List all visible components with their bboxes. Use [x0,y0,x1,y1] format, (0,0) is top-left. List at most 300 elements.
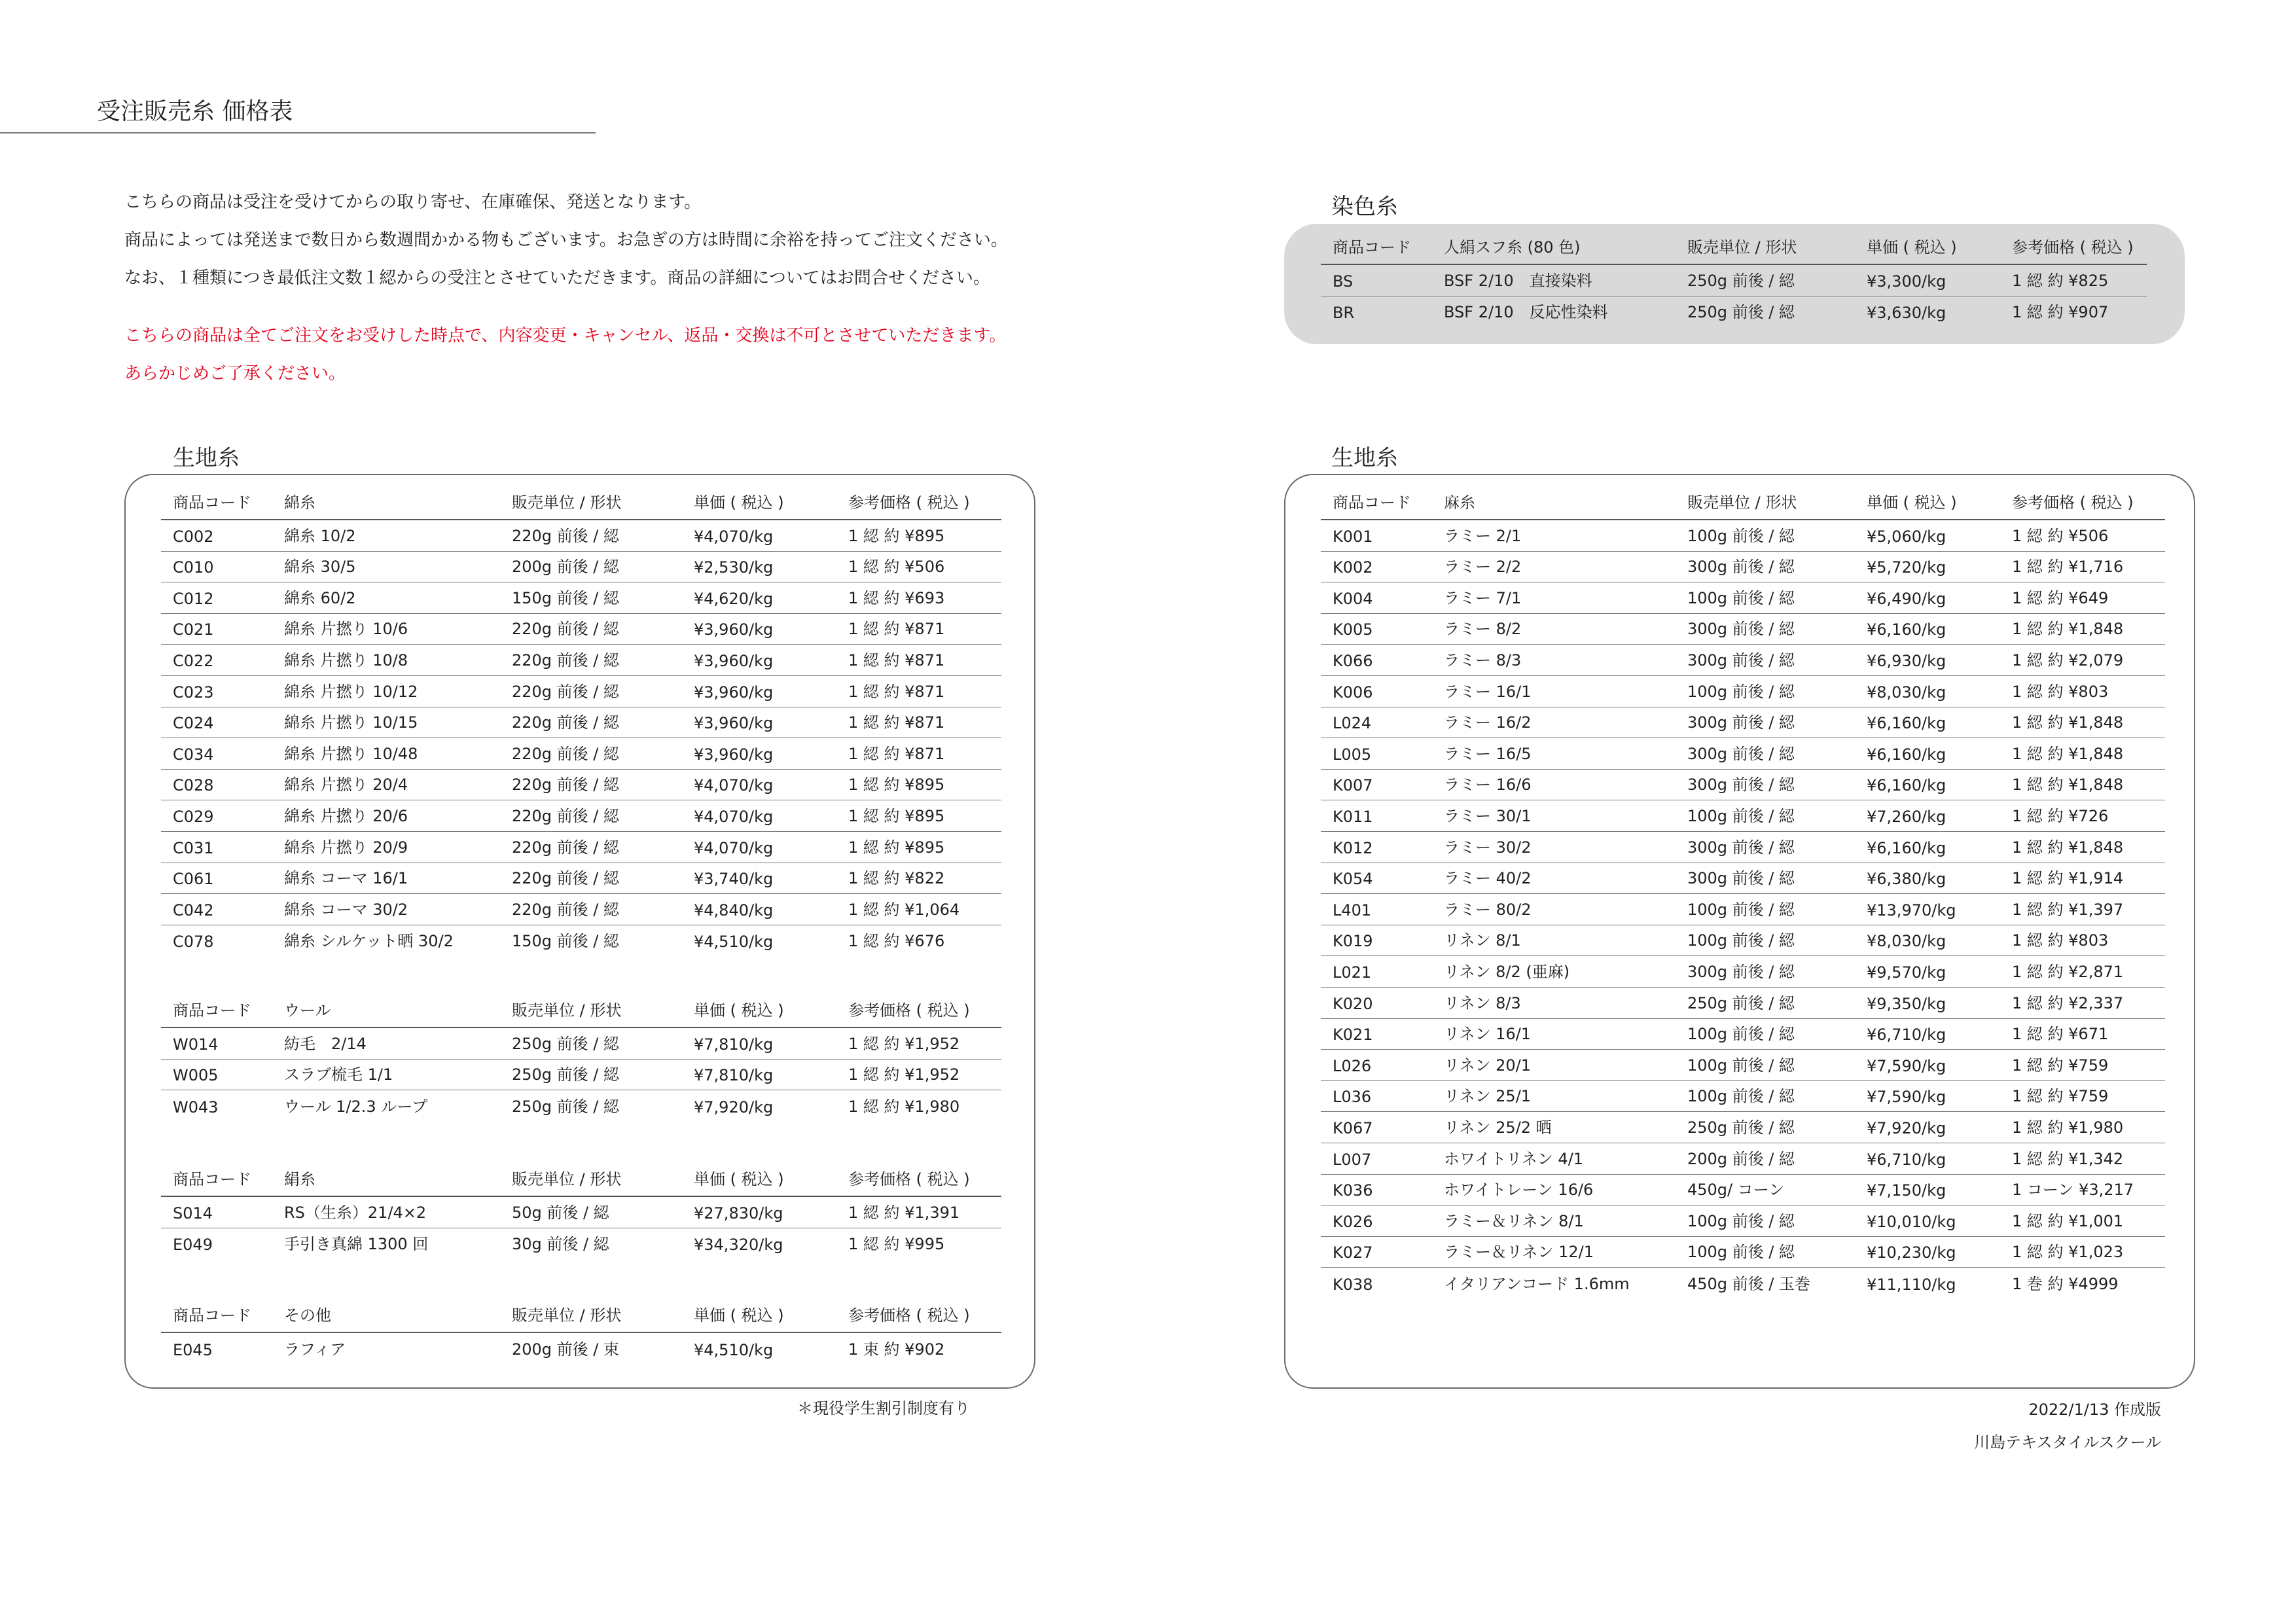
table-cell: ¥6,930/kg [1867,652,1946,670]
table-cell: ¥4,070/kg [694,776,774,795]
table-row [161,770,1001,800]
table-cell: 1 綛 約 ¥1,914 [2012,869,2124,888]
table-row [161,1198,1001,1228]
table-cell: C010 [173,558,214,577]
table-cell: ¥5,060/kg [1867,527,1946,546]
table-cell: リネン 25/2 晒 [1444,1118,1552,1137]
table-cell: 150g 前後 / 綛 [512,588,620,607]
table-cell: 300g 前後 / 綛 [1687,838,1795,857]
warning-line: こちらの商品は全てご注文をお受けした時点で、内容変更・キャンセル、返品・交換は不可とさせていただきます。 [124,326,1007,346]
table-cell: W043 [173,1097,219,1116]
column-header: 絹糸 [284,1170,315,1188]
title-underline [0,132,596,134]
table-cell: K026 [1333,1212,1373,1231]
table-cell: 1 綛 約 ¥1,397 [2012,900,2124,919]
table-cell: L024 [1333,714,1372,733]
table-cell: 1 綛 約 ¥803 [2012,931,2109,950]
table-row [161,1060,1001,1090]
column-header: 販売単位 / 形状 [1687,238,1797,257]
table-cell: ¥3,960/kg [694,683,774,702]
column-header: 参考価格 ( 税込 ) [2012,238,2134,257]
table-cell: 綿糸 10/2 [284,526,356,545]
table-cell: 綿糸 片撚り 20/6 [284,807,408,825]
table-cell: 1 綛 約 ¥871 [848,744,945,763]
table-cell: ¥4,620/kg [694,589,774,608]
table-cell: BSF 2/10 直接染料 [1444,271,1592,290]
table-row [161,677,1001,707]
table-row [161,863,1001,894]
column-header: 参考価格 ( 税込 ) [848,1170,970,1188]
table-cell: 1 綛 約 ¥671 [2012,1025,2109,1044]
table-row [161,895,1001,925]
table-cell: 1 綛 約 ¥871 [848,620,945,639]
table-row [1321,1175,2165,1205]
dyed-section-label: 染色糸 [1331,194,1398,220]
table-row [1321,1050,2165,1081]
table-cell: 綿糸 片撚り 10/12 [284,682,418,701]
table-row [161,521,1001,552]
table-row [1321,707,2165,738]
table-cell: 100g 前後 / 綛 [1687,1243,1795,1262]
column-header: 販売単位 / 形状 [1687,493,1797,512]
table-cell: K066 [1333,652,1373,670]
table-cell: C034 [173,745,214,764]
table-cell: 1 綛 約 ¥1,848 [2012,838,2124,857]
column-header: 単価 ( 税込 ) [694,1306,784,1325]
table-cell: 100g 前後 / 綛 [1687,526,1795,545]
table-cell: 250g 前後 / 綛 [1687,303,1795,322]
table-cell: 1 束 約 ¥902 [848,1340,945,1359]
column-header: 麻糸 [1444,493,1475,512]
table-cell: C023 [173,683,214,702]
table-row [1321,1144,2165,1175]
table-cell: K020 [1333,994,1373,1013]
table-cell: K005 [1333,620,1373,639]
table-cell: 1 綛 約 ¥895 [848,526,945,545]
table-cell: ラミー 40/2 [1444,869,1532,888]
table-cell: 手引き真綿 1300 回 [284,1235,429,1254]
table-cell: ¥34,320/kg [694,1236,783,1255]
table-cell: 綿糸 片撚り 10/8 [284,651,408,669]
table-row [1321,1019,2165,1050]
column-header: ウール [284,1001,331,1020]
table-cell: 綿糸 片撚り 10/15 [284,713,418,732]
table-cell: K004 [1333,589,1373,608]
table-cell: 1 綛 約 ¥871 [848,713,945,732]
page-title: 受注販売糸 価格表 [97,98,293,125]
table-cell: 250g 前後 / 綛 [512,1065,620,1084]
table-cell: 100g 前後 / 綛 [1687,1056,1795,1075]
intro-line: こちらの商品は受注を受けてからの取り寄せ、在庫確保、発送となります。 [124,192,702,212]
table-cell: ラミー 8/3 [1444,651,1522,669]
table-cell: 100g 前後 / 綛 [1687,588,1795,607]
table-row [1321,677,2165,707]
table-cell: RS（生糸）21/4×2 [284,1203,427,1222]
table-cell: K011 [1333,808,1373,826]
table-cell: ¥11,110/kg [1867,1275,1956,1294]
table-cell: E049 [173,1236,213,1255]
table-cell: 50g 前後 / 綛 [512,1203,609,1222]
table-cell: ラミー 16/2 [1444,713,1532,732]
table-cell: 1 綛 約 ¥1,023 [2012,1243,2124,1262]
table-cell: 220g 前後 / 綛 [512,900,620,919]
column-header: 単価 ( 税込 ) [694,1001,784,1020]
table-cell: リネン 25/1 [1444,1087,1532,1106]
table-cell: K036 [1333,1181,1373,1200]
table-cell: ¥7,590/kg [1867,1088,1946,1107]
table-cell: ラミー 2/1 [1444,526,1522,545]
table-cell: 1 綛 約 ¥1,064 [848,900,960,919]
table-cell: ¥4,510/kg [694,933,774,952]
table-cell: ¥7,260/kg [1867,808,1946,826]
table-cell: 200g 前後 / 綛 [1687,1149,1795,1168]
column-header: 商品コード [173,1170,251,1188]
table-cell: 1 綛 約 ¥1,952 [848,1034,960,1053]
table-row [1321,583,2165,614]
table-cell: 1 コーン ¥3,217 [2012,1181,2134,1200]
column-header: その他 [284,1306,331,1325]
table-header-row [161,1302,1001,1333]
table-cell: ラミー＆リネン 12/1 [1444,1243,1594,1262]
table-cell: 300g 前後 / 綛 [1687,869,1795,888]
table-cell: 220g 前後 / 綛 [512,651,620,669]
table-cell: 100g 前後 / 綛 [1687,807,1795,825]
column-header: 参考価格 ( 税込 ) [848,1306,970,1325]
table-cell: 450g 前後 / 玉巻 [1687,1275,1811,1293]
table-row [1321,645,2165,676]
table-cell: ¥3,740/kg [694,870,774,889]
table-cell: イタリアンコード 1.6mm [1444,1275,1630,1293]
table-cell: 綿糸 片撚り 20/9 [284,838,408,857]
table-row [161,1228,1001,1259]
table-cell: ウール 1/2.3 ループ [284,1097,428,1116]
table-cell: 1 綛 約 ¥995 [848,1235,945,1254]
table-cell: L007 [1333,1150,1372,1169]
table-cell: 1 綛 約 ¥1,848 [2012,620,2124,639]
table-cell: 220g 前後 / 綛 [512,713,620,732]
table-row [161,552,1001,582]
table-cell: 綿糸 片撚り 10/6 [284,620,408,639]
table-cell: ラミー＆リネン 8/1 [1444,1211,1584,1230]
table-cell: 1 綛 約 ¥1,391 [848,1203,960,1222]
table-cell: 300g 前後 / 綛 [1687,713,1795,732]
table-cell: ラミー 8/2 [1444,620,1522,639]
table-row [1321,296,2147,327]
column-header: 綿糸 [284,493,315,512]
table-cell: ¥5,720/kg [1867,558,1946,577]
left-section-label: 生地糸 [173,445,240,471]
warning-line: あらかじめご了承ください。 [124,364,346,383]
table-cell: ¥7,810/kg [694,1035,774,1054]
table-cell: 100g 前後 / 綛 [1687,1087,1795,1106]
table-cell: 100g 前後 / 綛 [1687,682,1795,701]
table-cell: ¥7,920/kg [694,1097,774,1116]
table-cell: 250g 前後 / 綛 [1687,993,1795,1012]
table-cell: ¥6,380/kg [1867,870,1946,889]
column-header: 参考価格 ( 税込 ) [848,493,970,512]
table-cell: ラミー 16/5 [1444,744,1532,763]
table-cell: ¥7,590/kg [1867,1056,1946,1075]
table-cell: 綿糸 片撚り 20/4 [284,776,408,794]
table-cell: W014 [173,1035,219,1054]
table-cell: 1 綛 約 ¥2,079 [2012,651,2124,669]
table-cell: 250g 前後 / 綛 [512,1034,620,1053]
table-cell: K067 [1333,1119,1373,1137]
table-cell: ラミー 30/2 [1444,838,1532,857]
table-cell: 1 綛 約 ¥676 [848,932,945,951]
table-row [1321,552,2165,582]
table-cell: ¥7,920/kg [1867,1119,1946,1137]
column-header: 単価 ( 税込 ) [1867,493,1957,512]
table-cell: 1 綛 約 ¥907 [2012,303,2109,322]
table-cell: 1 綛 約 ¥649 [2012,588,2109,607]
table-cell: 1 綛 約 ¥895 [848,838,945,857]
table-cell: 150g 前後 / 綛 [512,932,620,951]
table-cell: ¥6,710/kg [1867,1150,1946,1169]
table-row [161,801,1001,832]
table-cell: L036 [1333,1088,1372,1107]
table-cell: 1 綛 約 ¥1,716 [2012,558,2124,577]
table-cell: 300g 前後 / 綛 [1687,651,1795,669]
table-cell: ¥9,350/kg [1867,994,1946,1013]
table-cell: K027 [1333,1243,1373,1262]
table-cell: L401 [1333,901,1372,919]
table-cell: 1 綛 約 ¥1,001 [2012,1211,2124,1230]
table-row [1321,925,2165,956]
table-cell: スラブ梳毛 1/1 [284,1065,393,1084]
table-cell: ¥3,960/kg [694,620,774,639]
table-cell: 1 綛 約 ¥1,980 [848,1097,960,1116]
table-cell: C012 [173,589,214,608]
table-cell: 100g 前後 / 綛 [1687,1025,1795,1044]
table-cell: 1 綛 約 ¥1,342 [2012,1149,2124,1168]
table-cell: 1 綛 約 ¥726 [2012,807,2109,825]
table-cell: 綿糸 30/5 [284,558,356,577]
table-cell: ¥6,160/kg [1867,745,1946,764]
table-cell: 綿糸 片撚り 10/48 [284,744,418,763]
table-cell: K007 [1333,776,1373,795]
table-cell: K002 [1333,558,1373,577]
table-cell: 250g 前後 / 綛 [512,1097,620,1116]
table-cell: 300g 前後 / 綛 [1687,776,1795,794]
table-cell: ¥4,840/kg [694,901,774,919]
table-cell: リネン 8/3 [1444,993,1521,1012]
table-cell: 450g/ コーン [1687,1181,1785,1200]
table-cell: C061 [173,870,214,889]
table-cell: 1 綛 約 ¥803 [2012,682,2109,701]
table-cell: 1 綛 約 ¥871 [848,651,945,669]
table-cell: C042 [173,901,214,919]
table-cell: ¥10,010/kg [1867,1212,1956,1231]
table-row [161,1091,1001,1122]
table-cell: 1 巻 約 ¥4999 [2012,1275,2119,1293]
table-row [1321,739,2165,770]
table-cell: 220g 前後 / 綛 [512,526,620,545]
table-cell: 220g 前後 / 綛 [512,838,620,857]
table-cell: C002 [173,527,214,546]
table-cell: C031 [173,838,214,857]
table-header-row [161,997,1001,1028]
table-row [1321,988,2165,1019]
table-cell: L026 [1333,1056,1372,1075]
table-row [1321,832,2165,863]
table-cell: C029 [173,808,214,826]
table-cell: 1 綛 約 ¥506 [2012,526,2109,545]
column-header: 人絹スフ糸 (80 色) [1444,238,1581,257]
table-row [161,583,1001,614]
table-cell: ラミー 16/6 [1444,776,1532,794]
table-cell: ¥3,300/kg [1867,272,1946,291]
table-cell: 1 綛 約 ¥871 [848,682,945,701]
column-header: 単価 ( 税込 ) [1867,238,1957,257]
table-header-row [1321,234,2147,265]
table-row [1321,614,2165,645]
column-header: 販売単位 / 形状 [512,1170,622,1188]
table-cell: ¥6,490/kg [1867,589,1946,608]
table-cell: ¥3,960/kg [694,745,774,764]
table-cell: C028 [173,776,214,795]
table-header-row [161,1166,1001,1197]
intro-line: なお、１種類につき最低注文数１綛からの受注とさせていただきます。商品の詳細についてはお問合せください。 [124,268,990,288]
column-header: 販売単位 / 形状 [512,493,622,512]
table-row [1321,1081,2165,1112]
table-cell: 1 綛 約 ¥1,848 [2012,713,2124,732]
table-row [1321,1113,2165,1143]
table-row [1321,1237,2165,1268]
table-cell: 100g 前後 / 綛 [1687,931,1795,950]
table-cell: 300g 前後 / 綛 [1687,558,1795,577]
table-row [1321,957,2165,988]
table-cell: 220g 前後 / 綛 [512,869,620,888]
table-row [1321,1206,2165,1237]
table-cell: 綿糸 コーマ 16/1 [284,869,408,888]
table-cell: K038 [1333,1275,1373,1294]
table-cell: W005 [173,1066,219,1085]
table-cell: ラミー 7/1 [1444,588,1522,607]
table-cell: 1 綛 約 ¥506 [848,558,945,577]
table-row [1321,895,2165,925]
table-cell: ¥3,960/kg [694,714,774,733]
table-cell: 200g 前後 / 束 [512,1340,620,1359]
table-cell: 220g 前後 / 綛 [512,776,620,794]
right-section-label: 生地糸 [1331,445,1398,471]
column-header: 参考価格 ( 税込 ) [2012,493,2134,512]
table-cell: S014 [173,1204,213,1222]
table-cell: ¥6,160/kg [1867,776,1946,795]
table-cell: ¥27,830/kg [694,1204,783,1222]
table-cell: 30g 前後 / 綛 [512,1235,609,1254]
table-cell: 300g 前後 / 綛 [1687,744,1795,763]
table-cell: 1 綛 約 ¥1,848 [2012,744,2124,763]
table-cell: C021 [173,620,214,639]
table-cell: K006 [1333,683,1373,702]
column-header: 販売単位 / 形状 [512,1001,622,1020]
intro-line: 商品によっては発送まで数日から数週間かかる物もございます。お急ぎの方は時間に余裕を持ってご注文ください。 [124,230,1008,250]
table-cell: ラフィア [284,1340,346,1359]
column-header: 単価 ( 税込 ) [694,1170,784,1188]
table-row [161,645,1001,676]
column-header: 販売単位 / 形状 [512,1306,622,1325]
table-cell: ラミー 80/2 [1444,900,1532,919]
table-cell: 250g 前後 / 綛 [1687,1118,1795,1137]
table-cell: リネン 16/1 [1444,1025,1532,1044]
table-cell: ¥13,970/kg [1867,901,1956,919]
table-cell: 300g 前後 / 綛 [1687,963,1795,981]
table-cell: リネン 20/1 [1444,1056,1532,1075]
table-cell: 綿糸 シルケット晒 30/2 [284,932,454,951]
table-cell: 1 綛 約 ¥822 [848,869,945,888]
table-cell: 220g 前後 / 綛 [512,807,620,825]
table-cell: 1 綛 約 ¥825 [2012,271,2109,290]
table-cell: 220g 前後 / 綛 [512,682,620,701]
table-cell: E045 [173,1340,213,1359]
table-cell: K021 [1333,1026,1373,1044]
table-cell: 1 綛 約 ¥1,980 [2012,1118,2124,1137]
table-cell: C022 [173,652,214,670]
table-cell: 綿糸 コーマ 30/2 [284,900,408,919]
table-cell: 1 綛 約 ¥2,337 [2012,993,2124,1012]
table-cell: ホワイトレーン 16/6 [1444,1181,1594,1200]
table-cell: ¥2,530/kg [694,558,774,577]
table-cell: ¥8,030/kg [1867,683,1946,702]
table-cell: ¥6,160/kg [1867,714,1946,733]
table-header-row [1321,490,2165,520]
table-row [1321,863,2165,894]
table-row [1321,801,2165,832]
table-cell: 1 綛 約 ¥759 [2012,1056,2109,1075]
table-row [161,1029,1001,1060]
table-cell: ¥6,160/kg [1867,838,1946,857]
table-cell: L005 [1333,745,1372,764]
table-cell: ¥4,070/kg [694,527,774,546]
table-row [1321,266,2147,296]
table-cell: ¥10,230/kg [1867,1243,1956,1262]
table-cell: ラミー 2/2 [1444,558,1522,577]
table-cell: 1 綛 約 ¥2,871 [2012,963,2124,981]
table-cell: 紡毛 2/14 [284,1034,367,1053]
column-header: 商品コード [173,1001,251,1020]
table-cell: ¥4,510/kg [694,1340,774,1359]
table-cell: ¥4,070/kg [694,808,774,826]
column-header: 商品コード [173,1306,251,1325]
table-cell: BR [1333,304,1355,323]
table-cell: ¥9,570/kg [1867,963,1946,982]
table-row [161,739,1001,770]
table-cell: ¥3,960/kg [694,652,774,670]
table-cell: 250g 前後 / 綛 [1687,271,1795,290]
table-cell: ¥7,810/kg [694,1066,774,1085]
table-cell: ¥8,030/kg [1867,932,1946,951]
table-cell: 1 綛 約 ¥693 [848,588,945,607]
table-cell: BS [1333,272,1354,291]
table-cell: ホワイトリネン 4/1 [1444,1149,1584,1168]
table-cell: 200g 前後 / 綛 [512,558,620,577]
table-row [161,925,1001,956]
table-cell: 1 綛 約 ¥1,952 [848,1065,960,1084]
table-cell: ラミー 16/1 [1444,682,1532,701]
table-cell: K001 [1333,527,1373,546]
table-cell: 300g 前後 / 綛 [1687,620,1795,639]
table-cell: C078 [173,933,214,952]
table-cell: リネン 8/1 [1444,931,1521,950]
student-discount-note: ＊現役学生割引制度有り [797,1399,970,1418]
table-cell: ¥7,150/kg [1867,1181,1946,1200]
table-cell: 220g 前後 / 綛 [512,744,620,763]
table-row [161,614,1001,645]
table-cell: 220g 前後 / 綛 [512,620,620,639]
table-cell: ¥6,710/kg [1867,1026,1946,1044]
table-cell: 1 綛 約 ¥895 [848,776,945,794]
